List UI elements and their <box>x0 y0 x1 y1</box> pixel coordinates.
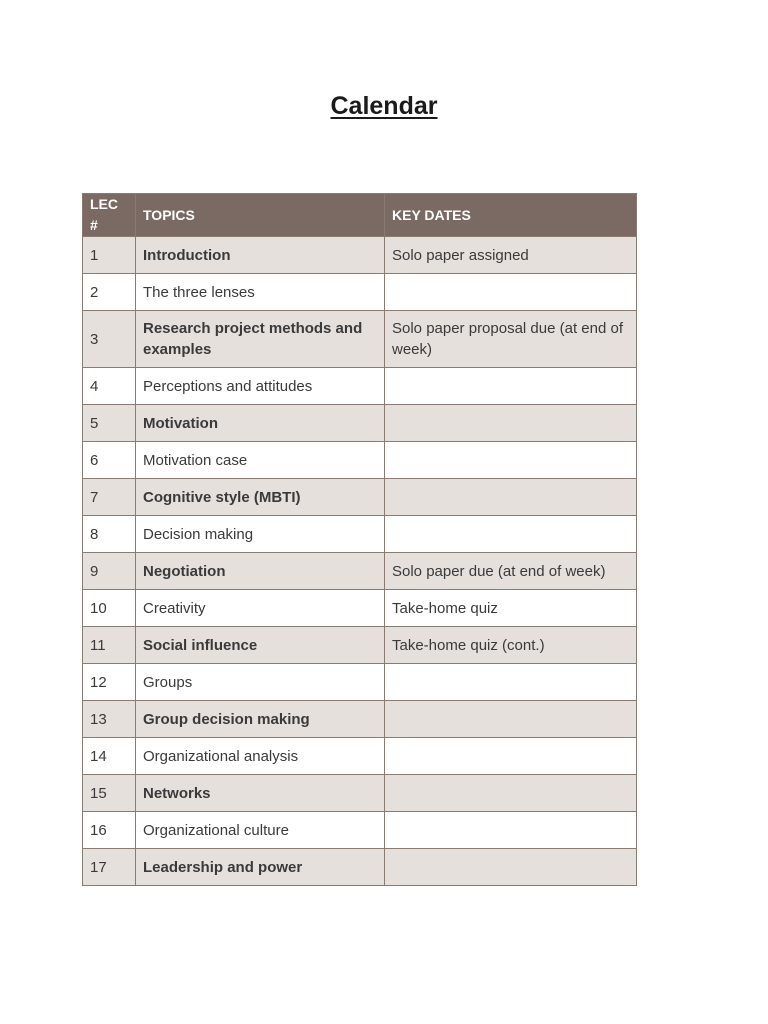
topic: Perceptions and attitudes <box>136 368 385 405</box>
lec-number: 6 <box>83 442 136 479</box>
topic: Motivation case <box>136 442 385 479</box>
key-date <box>385 849 637 886</box>
key-date <box>385 701 637 738</box>
table-row <box>83 442 637 479</box>
header-lec: LEC # <box>83 194 136 237</box>
key-date <box>385 812 637 849</box>
table-row <box>83 405 637 442</box>
key-date <box>385 738 637 775</box>
table-row <box>83 812 637 849</box>
key-date <box>385 368 637 405</box>
lec-number: 13 <box>83 701 136 738</box>
table-body <box>83 237 637 886</box>
table-row <box>83 274 637 311</box>
topic: Groups <box>136 664 385 701</box>
table-row <box>83 590 637 627</box>
table-row <box>83 368 637 405</box>
table-header <box>83 194 637 237</box>
key-date <box>385 479 637 516</box>
table-row <box>83 311 637 368</box>
lec-number: 7 <box>83 479 136 516</box>
key-date <box>385 274 637 311</box>
lec-number: 11 <box>83 627 136 664</box>
key-date <box>385 405 637 442</box>
lec-number: 2 <box>83 274 136 311</box>
lec-number: 3 <box>83 311 136 368</box>
header-key-dates: KEY DATES <box>385 194 637 237</box>
topic: Cognitive style (MBTI) <box>136 479 385 516</box>
topic: Negotiation <box>136 553 385 590</box>
topic: Leadership and power <box>136 849 385 886</box>
lec-number: 16 <box>83 812 136 849</box>
key-date: Solo paper proposal due (at end of week) <box>385 311 637 368</box>
key-date: Solo paper due (at end of week) <box>385 553 637 590</box>
key-date <box>385 775 637 812</box>
header-row <box>83 194 637 237</box>
table-row <box>83 479 637 516</box>
table-row <box>83 849 637 886</box>
key-date: Solo paper assigned <box>385 237 637 274</box>
table-row <box>83 237 637 274</box>
lec-number: 9 <box>83 553 136 590</box>
lec-number: 15 <box>83 775 136 812</box>
topic: Research project methods and examples <box>136 311 385 368</box>
topic: Group decision making <box>136 701 385 738</box>
table-row <box>83 553 637 590</box>
lec-number: 5 <box>83 405 136 442</box>
table-row <box>83 516 637 553</box>
key-date <box>385 442 637 479</box>
lec-number: 14 <box>83 738 136 775</box>
topic: Social influence <box>136 627 385 664</box>
lec-number: 8 <box>83 516 136 553</box>
topic: The three lenses <box>136 274 385 311</box>
topic: Decision making <box>136 516 385 553</box>
lec-number: 4 <box>83 368 136 405</box>
key-date: Take-home quiz <box>385 590 637 627</box>
table-row <box>83 627 637 664</box>
page-title: Calendar <box>330 92 438 120</box>
lec-number: 17 <box>83 849 136 886</box>
header-topics: TOPICS <box>136 194 385 237</box>
table-row <box>83 775 637 812</box>
table-row <box>83 738 637 775</box>
table-row <box>83 701 637 738</box>
calendar-table <box>82 193 637 886</box>
topic: Creativity <box>136 590 385 627</box>
table-row <box>83 664 637 701</box>
key-date: Take-home quiz (cont.) <box>385 627 637 664</box>
key-date <box>385 516 637 553</box>
topic: Networks <box>136 775 385 812</box>
topic: Organizational analysis <box>136 738 385 775</box>
lec-number: 10 <box>83 590 136 627</box>
key-date <box>385 664 637 701</box>
topic: Introduction <box>136 237 385 274</box>
lec-number: 12 <box>83 664 136 701</box>
topic: Organizational culture <box>136 812 385 849</box>
topic: Motivation <box>136 405 385 442</box>
lec-number: 1 <box>83 237 136 274</box>
